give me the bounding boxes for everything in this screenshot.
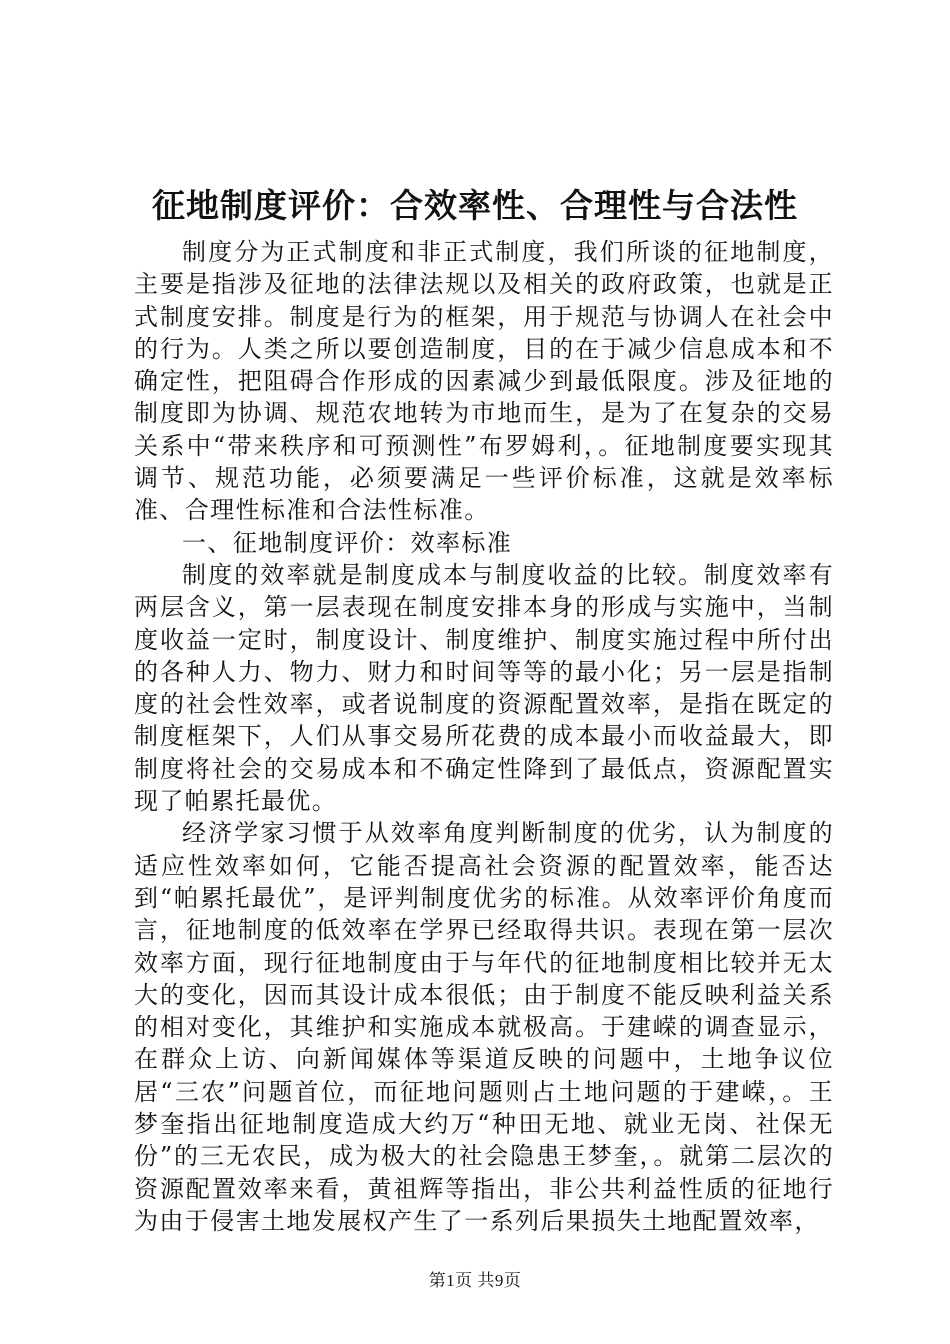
paragraph-economist-view: 经济学家习惯于从效率角度判断制度的优劣，认为制度的适应性效率如何，它能否提高社会资源的配置效率，能否达到“帕累托最优”，是评判制度优劣的标准。从效率评价角度而言，征地制度的低效率在学界已经取得共识。表现在第一层次效率方面，现行征地制度由于与年代的征地制度相比较并无太大的变化，因而其设计成本很低；由于制度不能反映利益关系的相对变化，其维护和实施成本就极高。于建嵘的调查显示，在群众上访、向新闻媒体等渠道反映的问题中，土地争议位居“三农”问题首位，而征地问题则占土地问题的于建嵘，。王梦奎指出征地制度造成大约万“种田无地、就业无岗、社保无份”的三无农民，成为极大的社会隐患王梦奎，。就第二层次的资源配置效率来看，黄祖辉等指出，非公共利益性质的征地行为由于侵害土地发展权产生了一系列后果损失土地配置效率， [134, 819, 834, 1235]
document-title: 征地制度评价：合效率性、合理性与合法性 [152, 186, 798, 225]
document-body [134, 236, 834, 1237]
paragraph-efficiency-definition: 制度的效率就是制度成本与制度收益的比较。制度效率有两层含义，第一层表现在制度安排本身的形成与实施中，当制度收益一定时，制度设计、制度维护、制度实施过程中所付出的各种人力、物力、财力和时间等等的最小化；另一层是指制度的社会性效率，或者说制度的资源配置效率，是指在既定的制度框架下，人们从事交易所花费的成本最小而收益最大，即制度将社会的交易成本和不确定性降到了最低点，资源配置实现了帕累托最优。 [134, 560, 834, 816]
page-number-footer: 第1页 共9页 [428, 1271, 522, 1290]
section-heading-efficiency: 一、征地制度评价：效率标准 [182, 528, 513, 557]
paragraph-intro: 制度分为正式制度和非正式制度，我们所谈的征地制度，主要是指涉及征地的法律法规以及相关的政府政策，也就是正式制度安排。制度是行为的框架，用于规范与协调人在社会中的行为。人类之所以要创造制度，目的在于减少信息成本和不确定性，把阻碍合作形成的因素减少到最低限度。涉及征地的制度即为协调、规范农地转为市地而生，是为了在复杂的交易关系中“带来秩序和可预测性”布罗姆利，。征地制度要实现其调节、规范功能，必须要满足一些评价标准，这就是效率标准、合理性标准和合法性标准。 [134, 238, 834, 525]
